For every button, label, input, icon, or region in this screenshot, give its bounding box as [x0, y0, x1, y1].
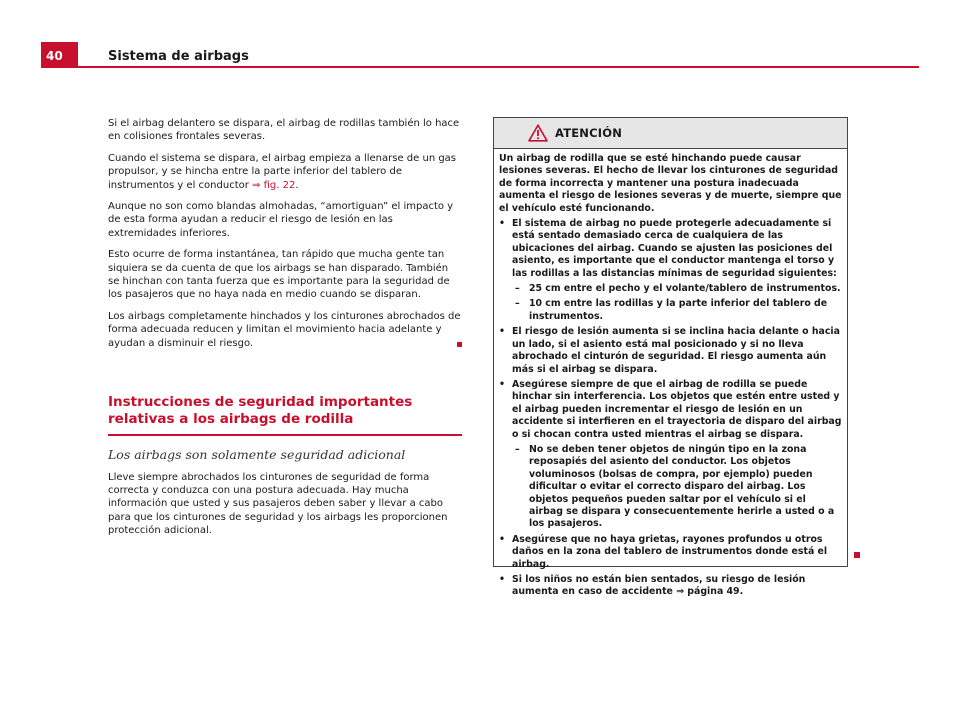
paragraph: Aunque no son como blandas almohadas, “amortiguan” el impacto y de esta forma ayudan a reducir el riesgo de lesión en las extremidades inferiores.	[108, 201, 454, 239]
warning-bullet	[499, 326, 842, 376]
bullet-text: Asegúrese que no haya grietas, rayones profundos u otros daños en la zona del tablero de instrumentos donde está el airbag.	[512, 533, 828, 570]
paragraph-end: .	[295, 179, 299, 191]
paragraph	[108, 152, 462, 192]
warning-bullet	[499, 379, 842, 441]
bullet-icon: •	[499, 378, 505, 390]
bullet-icon: •	[499, 533, 505, 545]
bullet-text: Asegúrese siempre de que el airbag de rodilla se puede hinchar sin interferencia. Los objetos que estén entre usted y el airbag pueden incrementar el riesgo de lesión en un accidente si interfieren en el trayectoria de disparo del airbag o si chocan contra usted mientras el airbag se dispara.	[512, 378, 842, 440]
paragraph: Esto ocurre de forma instantánea, tan rápido que mucha gente tan siquiera se da cuenta de que los airbags se han disparado. También se hinchan con tanta fuerza que es importante para la seguridad de los pasajeros que no haya nada en medio cuando se disparan.	[108, 249, 450, 301]
chapter-title: Sistema de airbags	[108, 49, 249, 64]
left-column	[108, 117, 462, 546]
dash-text: No se deben tener objetos de ningún tipo en la zona reposapiés del asiento del conductor. Los objetos voluminosos (bolsas de compra, por ejemplo) pueden dificultar o evitar el correcto disparo del airbag. Los objetos pequeños pueden saltar por el vehículo si el airbag se dispara y consecuentemente herirle a usted o a los pasajeros.	[529, 443, 835, 530]
dash-icon: –	[515, 283, 520, 295]
bullet-icon: •	[499, 326, 505, 338]
page-reference-link[interactable]: ⇒ página 49	[676, 586, 740, 598]
warning-box	[493, 117, 848, 598]
warning-triangle-icon	[528, 124, 548, 142]
warning-title: ATENCIÓN	[555, 126, 623, 140]
warning-dash-item	[499, 444, 842, 531]
dash-text: 10 cm entre las rodillas y la parte inferior del tablero de instrumentos.	[529, 298, 828, 322]
figure-reference-link[interactable]: ⇒ fig. 22	[252, 179, 296, 191]
bullet-text-part: Si los niños no están bien sentados, su riesgo de lesión aumenta en caso de accidente	[512, 574, 806, 598]
bullet-text: El riesgo de lesión aumenta si se inclina hacia delante o hacia un lado, si el asiento está mal posicionado y si no lleva abrochado el cinturón de seguridad. El riesgo aumenta aún más si el airbag se dispara.	[512, 326, 840, 375]
bullet-icon: •	[499, 574, 505, 585]
bullet-text	[512, 574, 805, 597]
bullet-icon: •	[499, 218, 505, 230]
warning-dash-item	[499, 298, 842, 323]
warning-bullet	[499, 574, 842, 599]
end-square-icon	[854, 552, 860, 558]
section-title: Instrucciones de seguridad importantes relativas a los airbags de rodilla	[108, 394, 462, 436]
dash-icon: –	[515, 443, 520, 455]
header-divider	[41, 66, 919, 68]
warning-bullet	[499, 218, 842, 280]
warning-header	[494, 118, 847, 149]
paragraph-text: Los airbags completamente hinchados y los cinturones abrochados de forma adecuada reducen y limitan el movimiento hacia adelante y ayudan a disminuir el riesgo.	[108, 310, 461, 349]
paragraph: Si el airbag delantero se dispara, el airbag de rodillas también lo hace en colisiones frontales severas.	[108, 118, 460, 143]
warning-body	[494, 149, 847, 599]
warning-intro: Un airbag de rodilla que se esté hinchando puede causar lesiones severas. El hecho de llevar los cinturones de seguridad de forma incorrecta y mantener una postura inadecuada aumenta el riesgo de lesiones severas y de muerte, siempre que el vehículo esté funcionando.	[499, 153, 842, 214]
dash-text: 25 cm entre el pecho y el volante/tablero de instrumentos.	[529, 283, 841, 295]
dash-icon: –	[515, 298, 520, 310]
paragraph	[108, 310, 462, 350]
bullet-text: El sistema de airbag no puede protegerle adecuadamente si está sentado demasiado cerca de cualquiera de las ubicaciones del airbag. Cuando se ajusten las posiciones del asiento, es importante que el conductor mantenga el torso y las rodillas a las distancias mínimas de seguridad siguientes:	[512, 218, 837, 279]
bullet-text-end: .	[739, 586, 744, 598]
paragraph-text: Cuando el sistema se dispara, el airbag empieza a llenarse de un gas propulsor, y se hincha entre la parte inferior del tablero de instrumentos y el conductor	[108, 152, 457, 191]
warning-bullet	[499, 534, 842, 571]
section-paragraph: Lleve siempre abrochados los cinturones de seguridad de forma correcta y conduzca con una postura adecuada. Hay mucha información que usted y sus pasajeros deben saber y llevar a cabo para que los cinturones de seguridad y los airbags les proporcionen protección adicional.	[108, 471, 448, 537]
page-number: 40	[41, 42, 78, 68]
end-square-icon	[457, 342, 462, 347]
warning-dash-item	[499, 283, 842, 295]
subsection-title: Los airbags son solamente seguridad adicional	[108, 447, 406, 463]
